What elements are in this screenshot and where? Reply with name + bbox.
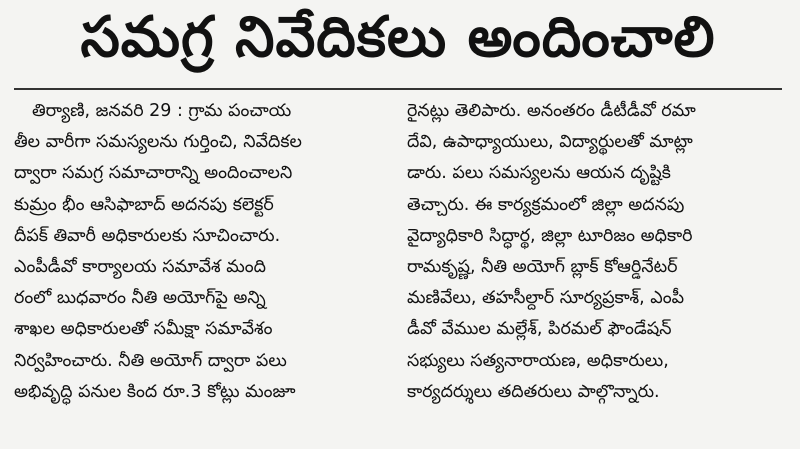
column-right-line: సభ్యులు సత్యనారాయణ, అధికారులు, <box>407 350 669 371</box>
article-body <box>14 96 782 436</box>
column-left-line: ద్వారా సమగ్ర సమాచారాన్ని అందించాలని <box>14 163 293 184</box>
column-right-line: మణివేలు, తహసీల్దార్ సూర్యప్రకాశ్, ఎంపీ <box>407 288 685 309</box>
column-right-line: కార్యదర్శులు తదితరులు పాల్గొన్నారు. <box>407 381 660 402</box>
column-right-line: తెచ్చారు. ఈ కార్యక్రమంలో జిల్లా అదనపు <box>407 194 685 215</box>
column-left-line: శాఖల అధికారులతో సమీక్షా సమావేశం <box>14 319 273 340</box>
column-right-line: రామకృష్ణ, నీతి అయోగ్ బ్లాక్ కోఆర్డినేటర్ <box>407 257 678 278</box>
headline: సమగ్ర నివేదికలు అందించాలి <box>14 0 782 90</box>
column-left-line: రంలో బుధవారం నీతి అయోగ్‌పై అన్ని <box>14 288 266 309</box>
column-left-line: కుమ్రం భీం ఆసిఫాబాద్ అదనపు కలెక్టర్ <box>14 194 274 215</box>
column-left <box>14 96 389 436</box>
column-left-line: అభివృద్ధి పనుల కింద రూ.3 కోట్లు మంజూ <box>14 381 296 402</box>
column-left-line: ఎంపీడీవో కార్యాలయ సమావేశ మంది <box>14 257 266 278</box>
column-right-line: దేవి, ఉపాధ్యాయులు, విద్యార్థులతో మాట్లా <box>407 132 693 153</box>
column-right-line: రైనట్లు తెలిపారు. అనంతరం డీటీడీవో రమా <box>407 101 696 121</box>
column-left-line: నిర్వహించారు. నీతి అయోగ్ ద్వారా పలు <box>14 350 287 371</box>
column-right <box>407 96 782 436</box>
column-right-line: వైద్యాధికారి సిద్ధార్థ, జిల్లా టూరిజం అధికారి <box>407 225 693 246</box>
column-left-line: తీల వారీగా సమస్యలను గుర్తించి, నివేదికల <box>14 132 302 153</box>
column-left-line: తిర్యాణి, జనవరి 29 : గ్రామ పంచాయ <box>32 101 292 121</box>
column-left-line: దీపక్ తివారీ అధికారులకు సూచించారు. <box>14 225 281 246</box>
column-right-line: డారు. పలు సమస్యలను ఆయన దృష్టికి <box>407 163 671 184</box>
column-right-line: డీవో వేముల మల్లేశ్, పిరమల్ ఫౌండేషన్ <box>407 319 672 340</box>
